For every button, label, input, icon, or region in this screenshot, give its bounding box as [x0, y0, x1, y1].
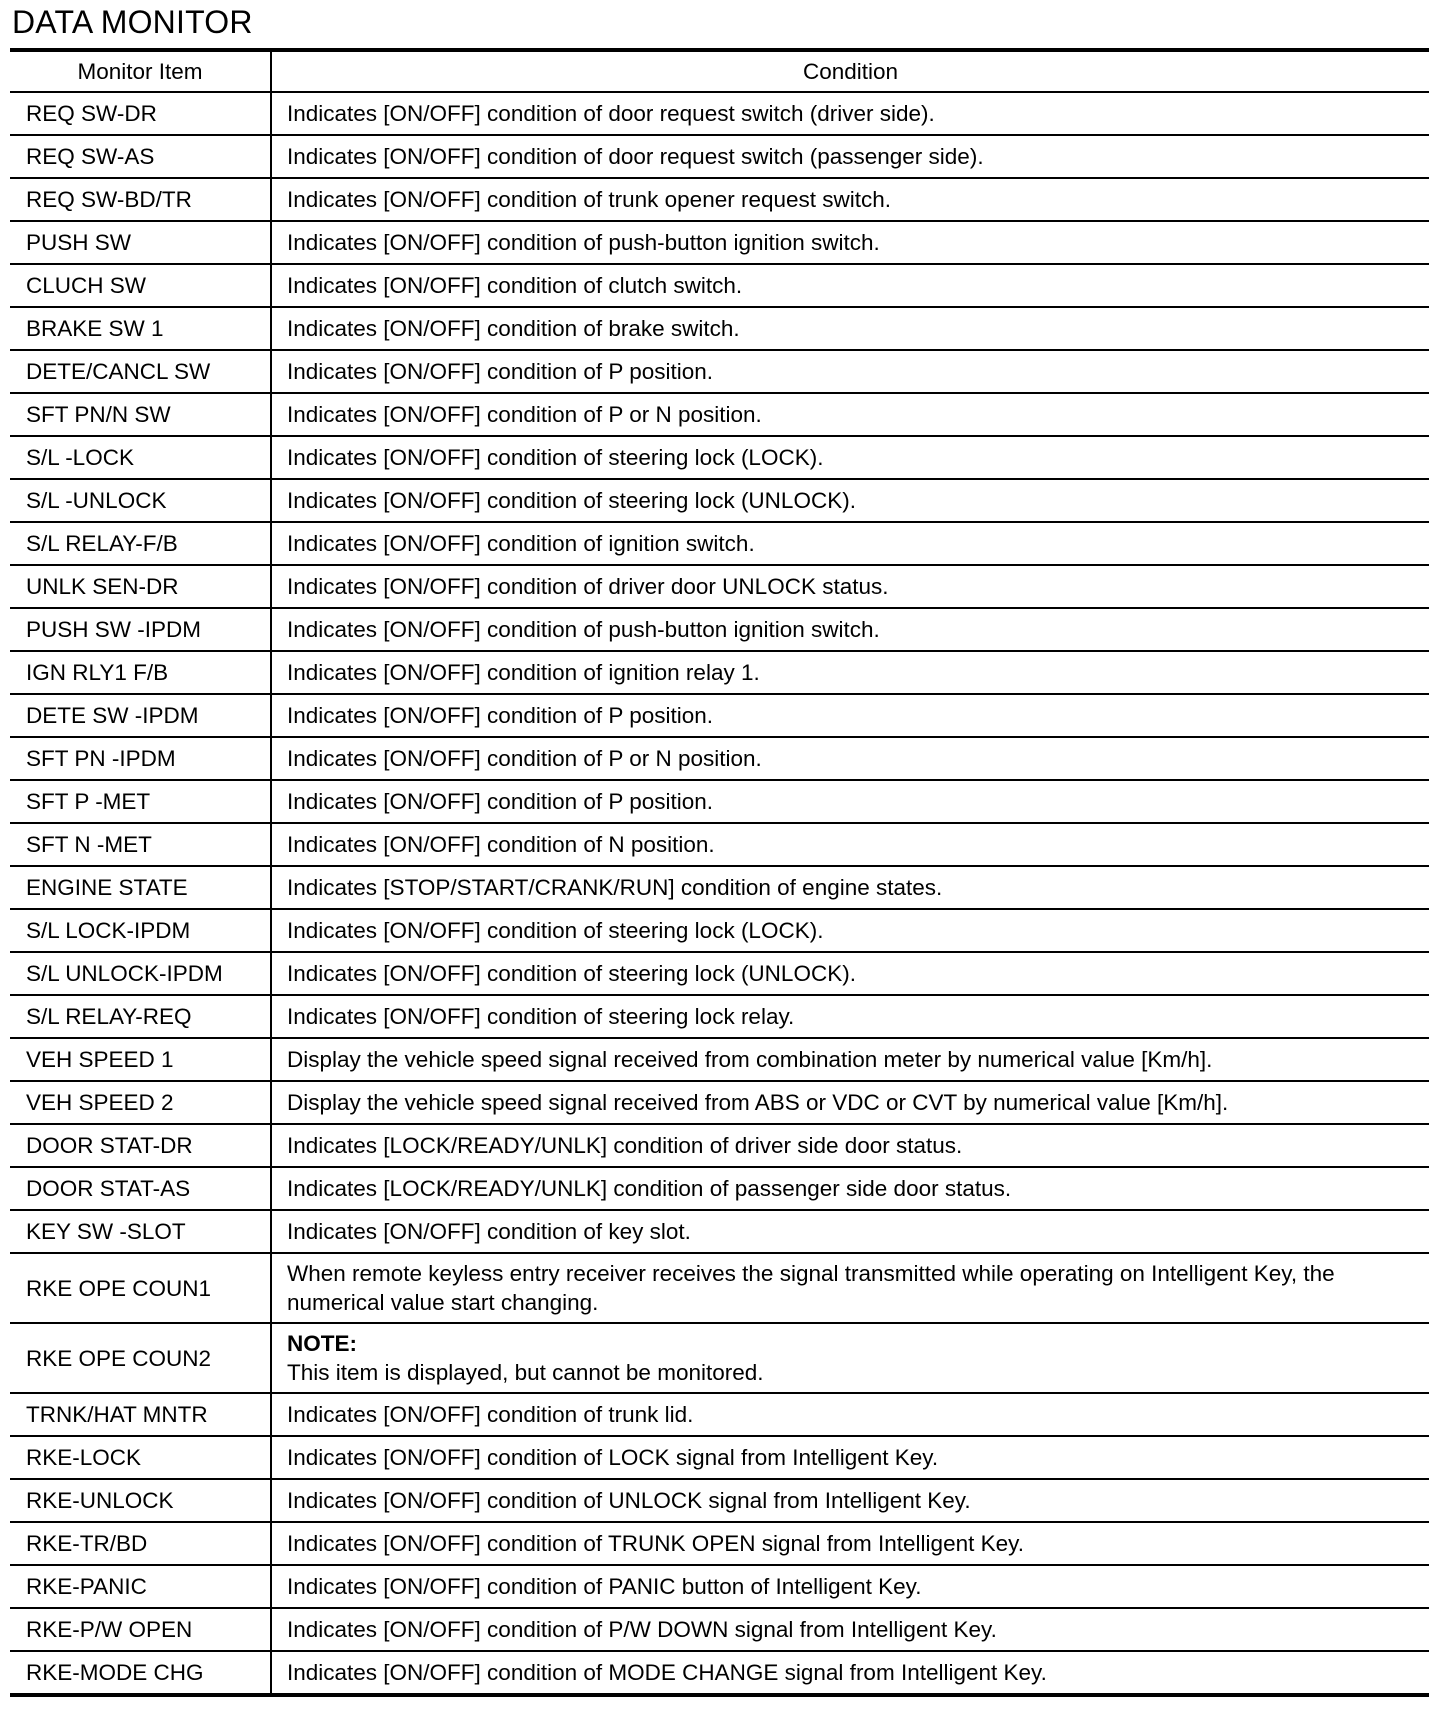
table-row: [10, 436, 1429, 479]
column-header-condition: Condition: [271, 50, 1429, 92]
table-row: [10, 307, 1429, 350]
monitor-item: VEH SPEED 2: [10, 1081, 271, 1124]
monitor-item: RKE-UNLOCK: [10, 1479, 271, 1522]
table-row: [10, 995, 1429, 1038]
condition: Indicates [ON/OFF] condition of trunk lid.: [271, 1393, 1429, 1436]
monitor-item: BRAKE SW 1: [10, 307, 271, 350]
monitor-item: SFT N -MET: [10, 823, 271, 866]
note-label: NOTE:: [287, 1331, 357, 1356]
monitor-item: RKE OPE COUN2: [10, 1323, 271, 1393]
monitor-item: REQ SW-DR: [10, 92, 271, 135]
table-row: [10, 737, 1429, 780]
condition: Indicates [ON/OFF] condition of door request switch (driver side).: [271, 92, 1429, 135]
condition: Display the vehicle speed signal received from ABS or VDC or CVT by numerical value [Km/h].: [271, 1081, 1429, 1124]
table-row: [10, 1038, 1429, 1081]
table-row: [10, 1210, 1429, 1253]
table-row: [10, 694, 1429, 737]
condition: Indicates [ON/OFF] condition of P position.: [271, 350, 1429, 393]
monitor-item: CLUCH SW: [10, 264, 271, 307]
condition: Indicates [ON/OFF] condition of P position.: [271, 694, 1429, 737]
table-row: [10, 823, 1429, 866]
condition: When remote keyless entry receiver receives the signal transmitted while operating on Intelligent Key, the numerical value start changing.: [271, 1253, 1429, 1323]
table-row-rke-coun2: [10, 1323, 1429, 1393]
table-row: [10, 866, 1429, 909]
monitor-item: DOOR STAT-AS: [10, 1167, 271, 1210]
monitor-item: TRNK/HAT MNTR: [10, 1393, 271, 1436]
condition: Indicates [ON/OFF] condition of steering lock (UNLOCK).: [271, 479, 1429, 522]
condition: Indicates [ON/OFF] condition of steering lock relay.: [271, 995, 1429, 1038]
condition: Indicates [LOCK/READY/UNLK] condition of driver side door status.: [271, 1124, 1429, 1167]
monitor-item: DOOR STAT-DR: [10, 1124, 271, 1167]
monitor-item: S/L RELAY-F/B: [10, 522, 271, 565]
monitor-item: RKE-PANIC: [10, 1565, 271, 1608]
table-row: [10, 1081, 1429, 1124]
condition: Indicates [ON/OFF] condition of PANIC button of Intelligent Key.: [271, 1565, 1429, 1608]
monitor-item: VEH SPEED 1: [10, 1038, 271, 1081]
condition: Indicates [ON/OFF] condition of P or N position.: [271, 737, 1429, 780]
table-row: [10, 393, 1429, 436]
condition: Indicates [ON/OFF] condition of UNLOCK signal from Intelligent Key.: [271, 1479, 1429, 1522]
condition: Indicates [ON/OFF] condition of P position.: [271, 780, 1429, 823]
table-row: [10, 1651, 1429, 1695]
table-row: [10, 92, 1429, 135]
monitor-item: PUSH SW -IPDM: [10, 608, 271, 651]
condition: Indicates [ON/OFF] condition of MODE CHANGE signal from Intelligent Key.: [271, 1651, 1429, 1695]
condition: Indicates [ON/OFF] condition of clutch switch.: [271, 264, 1429, 307]
table-row: [10, 264, 1429, 307]
table-row: [10, 178, 1429, 221]
table-row: [10, 909, 1429, 952]
monitor-item: REQ SW-BD/TR: [10, 178, 271, 221]
monitor-item: SFT P -MET: [10, 780, 271, 823]
table-row: [10, 565, 1429, 608]
condition: Indicates [ON/OFF] condition of door request switch (passenger side).: [271, 135, 1429, 178]
condition: Indicates [ON/OFF] condition of N position.: [271, 823, 1429, 866]
table-row: [10, 1608, 1429, 1651]
monitor-item: REQ SW-AS: [10, 135, 271, 178]
monitor-item: RKE OPE COUN1: [10, 1253, 271, 1323]
table-row: [10, 522, 1429, 565]
monitor-item: SFT PN -IPDM: [10, 737, 271, 780]
condition: Indicates [ON/OFF] condition of trunk opener request switch.: [271, 178, 1429, 221]
table-row: [10, 1565, 1429, 1608]
monitor-item: ENGINE STATE: [10, 866, 271, 909]
condition: Indicates [ON/OFF] condition of P/W DOWN signal from Intelligent Key.: [271, 1608, 1429, 1651]
note-text: This item is displayed, but cannot be monitored.: [287, 1360, 764, 1385]
monitor-item: SFT PN/N SW: [10, 393, 271, 436]
table-row: [10, 1522, 1429, 1565]
monitor-item: IGN RLY1 F/B: [10, 651, 271, 694]
condition: Indicates [ON/OFF] condition of push-button ignition switch.: [271, 608, 1429, 651]
table-row: [10, 1436, 1429, 1479]
table-row: [10, 1124, 1429, 1167]
monitor-item: S/L UNLOCK-IPDM: [10, 952, 271, 995]
column-header-monitor-item: Monitor Item: [10, 50, 271, 92]
table-row: [10, 1393, 1429, 1436]
monitor-item: RKE-LOCK: [10, 1436, 271, 1479]
condition: Indicates [ON/OFF] condition of key slot.: [271, 1210, 1429, 1253]
condition: Indicates [ON/OFF] condition of steering lock (UNLOCK).: [271, 952, 1429, 995]
monitor-item: RKE-MODE CHG: [10, 1651, 271, 1695]
monitor-item: S/L -UNLOCK: [10, 479, 271, 522]
table-row: [10, 651, 1429, 694]
condition: Indicates [ON/OFF] condition of P or N position.: [271, 393, 1429, 436]
table-row: [10, 350, 1429, 393]
condition: Indicates [ON/OFF] condition of steering lock (LOCK).: [271, 436, 1429, 479]
condition: Indicates [LOCK/READY/UNLK] condition of passenger side door status.: [271, 1167, 1429, 1210]
monitor-item: S/L -LOCK: [10, 436, 271, 479]
monitor-item: DETE SW -IPDM: [10, 694, 271, 737]
condition: Indicates [ON/OFF] condition of ignition switch.: [271, 522, 1429, 565]
condition: Indicates [STOP/START/CRANK/RUN] condition of engine states.: [271, 866, 1429, 909]
monitor-item: UNLK SEN-DR: [10, 565, 271, 608]
table-row-rke-coun1: [10, 1253, 1429, 1323]
monitor-item: S/L LOCK-IPDM: [10, 909, 271, 952]
table-row: [10, 952, 1429, 995]
condition: Indicates [ON/OFF] condition of LOCK signal from Intelligent Key.: [271, 1436, 1429, 1479]
condition: Indicates [ON/OFF] condition of driver door UNLOCK status.: [271, 565, 1429, 608]
monitor-item: PUSH SW: [10, 221, 271, 264]
table-row: [10, 135, 1429, 178]
condition: Display the vehicle speed signal received from combination meter by numerical value [Km/h].: [271, 1038, 1429, 1081]
condition: Indicates [ON/OFF] condition of ignition relay 1.: [271, 651, 1429, 694]
table-row: [10, 1167, 1429, 1210]
page-title: DATA MONITOR: [12, 4, 253, 40]
table-row: [10, 608, 1429, 651]
monitor-item: DETE/CANCL SW: [10, 350, 271, 393]
condition-note: [271, 1323, 1429, 1393]
monitor-item: KEY SW -SLOT: [10, 1210, 271, 1253]
table-row: [10, 1479, 1429, 1522]
condition: Indicates [ON/OFF] condition of brake switch.: [271, 307, 1429, 350]
condition: Indicates [ON/OFF] condition of push-button ignition switch.: [271, 221, 1429, 264]
condition: Indicates [ON/OFF] condition of steering lock (LOCK).: [271, 909, 1429, 952]
table-header-row: [10, 50, 1429, 92]
data-monitor-table: [10, 48, 1429, 1697]
table-row: [10, 780, 1429, 823]
monitor-item: RKE-P/W OPEN: [10, 1608, 271, 1651]
monitor-item: RKE-TR/BD: [10, 1522, 271, 1565]
monitor-item: S/L RELAY-REQ: [10, 995, 271, 1038]
condition: Indicates [ON/OFF] condition of TRUNK OPEN signal from Intelligent Key.: [271, 1522, 1429, 1565]
table-row: [10, 479, 1429, 522]
table-row: [10, 221, 1429, 264]
